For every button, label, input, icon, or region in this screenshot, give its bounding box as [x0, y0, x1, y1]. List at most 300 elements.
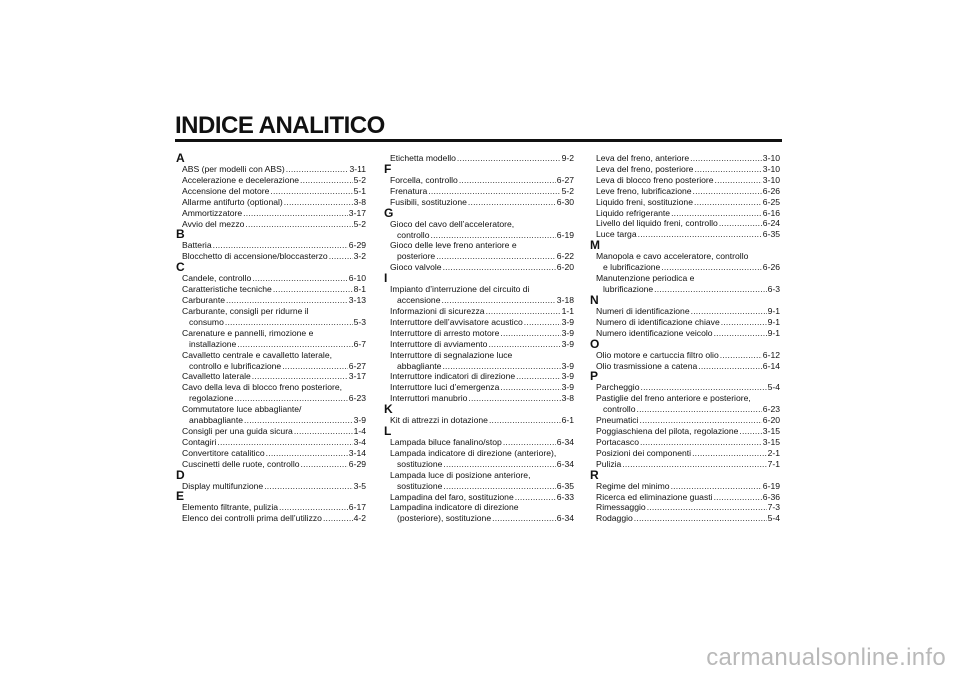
dot-leader	[430, 230, 555, 241]
index-entry	[384, 153, 574, 164]
dot-leader	[719, 218, 762, 229]
entry-text: Interruttore dell’avvisatore acustico	[390, 316, 523, 327]
entry-text: sostituzione	[397, 458, 443, 469]
index-entry	[590, 426, 780, 437]
dot-leader	[323, 513, 353, 524]
entry-text: abbagliante	[397, 360, 442, 371]
index-entry	[590, 492, 780, 503]
page-number: 6-20	[762, 415, 780, 426]
index-entry	[590, 361, 780, 372]
page-number: 8-1	[353, 284, 366, 295]
index-entry	[176, 186, 366, 197]
entry-text: Liquido refrigerante	[596, 207, 671, 218]
dot-leader	[245, 219, 352, 230]
index-entry	[384, 470, 574, 492]
dot-leader	[252, 371, 348, 382]
page-number: 5-2	[353, 174, 366, 185]
dot-leader	[714, 328, 767, 339]
dot-leader	[500, 328, 560, 339]
page-number: 6-35	[762, 229, 780, 240]
entry-text: Lampadina del faro, sostituzione	[390, 491, 514, 502]
index-entry	[384, 284, 574, 306]
page-number: 6-36	[762, 491, 780, 502]
page-number: 6-34	[556, 437, 574, 448]
dot-leader	[693, 186, 762, 197]
page-number: 3-9	[561, 382, 574, 393]
index-entry	[590, 229, 780, 240]
section-letter: B	[176, 227, 185, 242]
section-letter: A	[176, 151, 185, 165]
entry-text: Convertitore catalitico	[182, 447, 265, 458]
entry-text: Avvio del mezzo	[182, 218, 245, 229]
index-entry	[590, 251, 780, 273]
index-column-1	[176, 153, 366, 524]
entry-text: Poggiaschiena del pilota, regolazione	[596, 426, 739, 437]
index-entry	[176, 502, 366, 513]
dot-leader	[459, 175, 556, 186]
section-letter: C	[176, 260, 185, 275]
page-number: 7-1	[767, 458, 780, 469]
dot-leader	[300, 175, 353, 186]
entry-text: consumo	[189, 316, 224, 327]
entry-text: Cuscinetti delle ruote, controllo	[182, 458, 300, 469]
index-entry	[384, 306, 574, 317]
page-number: 6-23	[348, 393, 366, 404]
index-entry	[384, 328, 574, 339]
entry-text: Leva del freno, posteriore	[596, 163, 694, 174]
entry-text: Gioco valvole	[390, 262, 442, 273]
dot-leader	[715, 175, 762, 186]
dot-leader	[671, 481, 762, 492]
entry-text: (posteriore), sostituzione	[397, 513, 492, 524]
section-letter: M	[590, 238, 600, 253]
entry-text: controllo	[397, 229, 430, 240]
index-entry	[590, 448, 780, 459]
section-letter: G	[384, 205, 394, 220]
entry-text: e lubrificazione	[603, 262, 661, 273]
entry-text: Carburante	[182, 295, 225, 306]
entry-text: Consigli per una guida sicura	[182, 425, 293, 436]
entry-text: Pneumatici	[596, 415, 639, 426]
page-number: 4-2	[353, 513, 366, 524]
index-entry	[590, 513, 780, 524]
index-entry	[590, 197, 780, 208]
entry-text: Accensione del motore	[182, 185, 270, 196]
index-entry	[384, 175, 574, 186]
page-number: 6-29	[348, 458, 366, 469]
entry-text: Contagiri	[182, 436, 217, 447]
dot-leader	[225, 317, 353, 328]
entry-text: Parcheggio	[596, 382, 640, 393]
entry-text: Liquido freni, sostituzione	[596, 196, 693, 207]
entry-text: regolazione	[189, 393, 234, 404]
entry-text: Cavo della leva di blocco freno posteriore,	[182, 382, 343, 393]
dot-leader	[468, 393, 560, 404]
dot-leader	[329, 251, 353, 262]
index-entry	[590, 350, 780, 361]
dot-leader	[441, 295, 555, 306]
page-number: 2-1	[767, 447, 780, 458]
section-letter: L	[384, 424, 392, 439]
entry-text: Interruttore di avviamento	[390, 338, 488, 349]
index-entry	[176, 240, 366, 251]
page-number: 3-18	[556, 295, 574, 306]
dot-leader	[428, 186, 560, 197]
index-entry	[590, 437, 780, 448]
entry-text: Impianto d’interruzione del circuito di	[390, 284, 530, 295]
dot-leader	[436, 251, 556, 262]
entry-text: Caratteristiche tecniche	[182, 284, 272, 295]
entry-text: Allarme antifurto (optional)	[182, 196, 283, 207]
page-number: 6-30	[556, 196, 574, 207]
page-number: 3-10	[762, 174, 780, 185]
page-number: 3-9	[561, 327, 574, 338]
dot-leader	[442, 361, 560, 372]
index-entry	[590, 502, 780, 513]
entry-text: Lampada indicatore di direzione (anteriore),	[390, 447, 557, 458]
page-number: 5-4	[767, 513, 780, 524]
page-number: 3-9	[561, 316, 574, 327]
index-entry	[590, 175, 780, 186]
index-entry	[590, 393, 780, 415]
entry-text: Regime del minimo	[596, 480, 670, 491]
dot-leader	[226, 295, 348, 306]
dot-leader	[640, 415, 762, 426]
entry-text: Interruttore luci d’emergenza	[390, 382, 500, 393]
page-number: 6-17	[348, 502, 366, 513]
page-number: 3-10	[762, 153, 780, 163]
page-number: 6-25	[762, 196, 780, 207]
page-number: 3-13	[348, 295, 366, 306]
page-number: 5-2	[353, 218, 366, 229]
dot-leader	[739, 426, 761, 437]
index-entry	[176, 404, 366, 426]
page-number: 7-3	[767, 502, 780, 513]
dot-leader	[694, 197, 762, 208]
entry-text: controllo e lubrificazione	[189, 360, 282, 371]
entry-text: Accelerazione e decelerazione	[182, 174, 300, 185]
page-number: 6-29	[348, 240, 366, 251]
dot-leader	[694, 164, 761, 175]
entry-text: Leva di blocco freno posteriore	[596, 174, 714, 185]
index-entry	[384, 240, 574, 262]
entry-text: Interruttore indicatori di direzione	[390, 371, 516, 382]
page-number: 3-5	[353, 480, 366, 491]
entry-text: Leva del freno, anteriore	[596, 153, 690, 163]
entry-text: Luce targa	[596, 229, 637, 240]
page-number: 3-17	[348, 207, 366, 218]
index-entry	[384, 262, 574, 273]
entry-text: ABS (per modelli con ABS)	[182, 164, 285, 174]
entry-text: Fusibili, sostituzione	[390, 196, 467, 207]
entry-text: Frenatura	[390, 185, 428, 196]
dot-leader	[457, 153, 561, 164]
index-entry	[176, 437, 366, 448]
entry-text: Rimessaggio	[596, 502, 646, 513]
entry-text: posteriore	[397, 251, 436, 262]
dot-leader	[698, 361, 762, 372]
entry-text: Olio trasmissione a catena	[596, 360, 698, 371]
index-entry	[176, 208, 366, 219]
index-entry	[384, 339, 574, 350]
index-entry	[590, 382, 780, 393]
dot-leader	[690, 153, 762, 164]
entry-text: Carburante, consigli per ridurne il	[182, 305, 309, 316]
page-number: 6-19	[762, 480, 780, 491]
index-entry	[176, 371, 366, 382]
index-entry	[590, 317, 780, 328]
entry-text: Pulizia	[596, 458, 622, 469]
dot-leader	[443, 262, 556, 273]
page-number: 6-26	[762, 262, 780, 273]
dot-leader	[243, 208, 348, 219]
dot-leader	[515, 492, 556, 503]
index-entry	[590, 306, 780, 317]
index-entry	[176, 513, 366, 524]
index-entry	[176, 295, 366, 306]
page-number: 6-3	[767, 283, 780, 294]
dot-leader	[492, 513, 556, 524]
page-number: 6-19	[556, 229, 574, 240]
index-entry	[590, 481, 780, 492]
index-entry	[176, 350, 366, 372]
dot-leader	[486, 306, 561, 317]
entry-text: Kit di attrezzi in dotazione	[390, 415, 488, 426]
page-number: 6-14	[762, 360, 780, 371]
dot-leader	[443, 481, 555, 492]
index-entry	[176, 164, 366, 175]
dot-leader	[443, 459, 555, 470]
dot-leader	[661, 262, 761, 273]
entry-text: Numero di identificazione chiave	[596, 316, 720, 327]
page-number: 6-10	[348, 273, 366, 284]
entry-text: Lampadina indicatore di direzione	[390, 502, 519, 513]
page-number: 5-3	[353, 316, 366, 327]
dot-leader	[294, 426, 353, 437]
index-entry	[384, 382, 574, 393]
index-entry	[590, 415, 780, 426]
dot-leader	[488, 339, 560, 350]
entry-text: Gioco del cavo dell’acceleratore,	[390, 218, 515, 229]
page-number: 6-22	[556, 251, 574, 262]
entry-text: sostituzione	[397, 480, 443, 491]
dot-leader	[213, 240, 348, 251]
page-number: 3-17	[348, 371, 366, 382]
dot-leader	[279, 502, 348, 513]
page-number: 6-12	[762, 349, 780, 360]
entry-text: accensione	[397, 295, 441, 306]
dot-leader	[720, 350, 762, 361]
dot-leader	[273, 284, 353, 295]
dot-leader	[489, 415, 561, 426]
page-number: 3-8	[561, 393, 574, 404]
page-number: 6-23	[762, 404, 780, 415]
page-number: 3-9	[353, 415, 366, 426]
dot-leader	[640, 382, 766, 393]
dot-leader	[264, 481, 352, 492]
dot-leader	[301, 459, 348, 470]
entry-text: Manutenzione periodica e	[596, 273, 695, 284]
entry-text: Interruttore di segnalazione luce	[390, 349, 513, 360]
page-number: 9-1	[767, 327, 780, 338]
index-entry	[176, 219, 366, 230]
entry-text: Etichetta modello	[390, 153, 456, 163]
page-number: 9-2	[561, 153, 574, 163]
page-number: 3-9	[561, 360, 574, 371]
dot-leader	[721, 317, 767, 328]
section-letter: K	[384, 402, 393, 417]
entry-text: installazione	[189, 338, 237, 349]
entry-text: Display multifunzione	[182, 480, 264, 491]
index-entry	[384, 415, 574, 426]
dot-leader	[237, 339, 352, 350]
page-number: 5-1	[353, 185, 366, 196]
page-number: 6-34	[556, 458, 574, 469]
entry-text: Ricerca ed eliminazione guasti	[596, 491, 713, 502]
page-number: 1-1	[561, 305, 574, 316]
page-number: 6-34	[556, 513, 574, 524]
page-number: 5-2	[561, 185, 574, 196]
section-letter: P	[590, 369, 599, 384]
index-entry	[176, 481, 366, 492]
entry-text: controllo	[603, 404, 636, 415]
dot-leader	[634, 513, 767, 524]
index-entry	[590, 273, 780, 295]
index-entry	[590, 218, 780, 229]
watermark: carmanualsonline.info	[706, 644, 946, 671]
section-letter: O	[590, 336, 600, 351]
index-entry	[176, 306, 366, 328]
index-entry	[590, 459, 780, 470]
entry-text: Interruttori manubrio	[390, 393, 468, 404]
index-entry	[384, 437, 574, 448]
index-entry	[384, 492, 574, 503]
dot-leader	[647, 502, 767, 513]
index-entry	[176, 284, 366, 295]
dot-leader	[234, 393, 347, 404]
page-number: 3-14	[348, 447, 366, 458]
dot-leader	[714, 492, 762, 503]
entry-text: Commutatore luce abbagliante/	[182, 404, 302, 415]
dot-leader	[524, 317, 561, 328]
section-letter: E	[176, 489, 185, 504]
dot-leader	[286, 164, 349, 175]
index-column-2	[384, 153, 574, 524]
entry-text: Ammortizzatore	[182, 207, 243, 218]
entry-text: Lampada biluce fanalino/stop	[390, 437, 502, 448]
dot-leader	[636, 404, 761, 415]
index-entry	[176, 426, 366, 437]
page-number: 9-1	[767, 305, 780, 316]
entry-text: Leve freno, lubrificazione	[596, 185, 692, 196]
index-entry	[176, 328, 366, 350]
entry-text: Cavalletto laterale	[182, 371, 251, 382]
dot-leader	[270, 186, 352, 197]
entry-text: Rodaggio	[596, 513, 633, 524]
page-number: 5-4	[767, 382, 780, 393]
dot-leader	[671, 208, 762, 219]
dot-leader	[284, 197, 353, 208]
index-entry	[384, 317, 574, 328]
index-entry	[384, 448, 574, 470]
page-number: 3-8	[353, 196, 366, 207]
page-number: 3-9	[561, 338, 574, 349]
page-number: 6-26	[762, 185, 780, 196]
page-number: 6-7	[353, 338, 366, 349]
page-number: 3-4	[353, 436, 366, 447]
index-entry	[590, 208, 780, 219]
page-number: 6-20	[556, 262, 574, 273]
entry-text: Candele, controllo	[182, 273, 252, 284]
entry-text: Batteria	[182, 240, 212, 251]
page-number: 6-35	[556, 480, 574, 491]
section-letter: R	[590, 467, 599, 482]
index-entry	[176, 175, 366, 186]
title-rule	[175, 139, 782, 142]
dot-leader	[692, 448, 767, 459]
entry-text: Posizioni dei componenti	[596, 447, 692, 458]
dot-leader	[217, 437, 352, 448]
page-number: 1-4	[353, 425, 366, 436]
entry-text: Manopola e cavo acceleratore, controllo	[596, 251, 749, 262]
index-entry	[176, 448, 366, 459]
index-entry	[176, 382, 366, 404]
index-entry	[384, 393, 574, 404]
page-number: 3-2	[353, 251, 366, 262]
entry-text: Numeri di identificazione	[596, 305, 690, 316]
page-number: 3-15	[762, 426, 780, 437]
entry-text: Informazioni di sicurezza	[390, 305, 485, 316]
section-letter: I	[384, 271, 388, 286]
dot-leader	[468, 197, 556, 208]
index-entry	[176, 197, 366, 208]
entry-text: Olio motore e cartuccia filtro olio	[596, 349, 719, 360]
section-letter: F	[384, 161, 392, 176]
index-entry	[176, 251, 366, 262]
page-number: 9-1	[767, 316, 780, 327]
index-entry	[384, 219, 574, 241]
entry-text: Forcella, controllo	[390, 174, 458, 185]
index-entry	[176, 273, 366, 284]
entry-text: Numero identificazione veicolo	[596, 327, 713, 338]
index-entry	[384, 371, 574, 382]
entry-text: Cavalletto centrale e cavalletto laterale,	[182, 349, 332, 360]
index-entry	[384, 186, 574, 197]
index-entry	[590, 186, 780, 197]
dot-leader	[654, 284, 766, 295]
page-number: 3-9	[561, 371, 574, 382]
dot-leader	[244, 415, 353, 426]
page-number: 6-33	[556, 491, 574, 502]
entry-text: Carenature e pannelli, rimozione e	[182, 327, 314, 338]
page-number: 3-15	[762, 436, 780, 447]
entry-text: Interruttore di arresto motore	[390, 327, 500, 338]
index-entry	[384, 197, 574, 208]
entry-text: anabbagliante	[189, 415, 244, 426]
page-number: 6-27	[348, 360, 366, 371]
dot-leader	[516, 371, 560, 382]
index-entry	[176, 459, 366, 470]
dot-leader	[503, 437, 556, 448]
dot-leader	[252, 273, 348, 284]
entry-text: Lampada luce di posizione anteriore,	[390, 469, 531, 480]
page-number: 6-1	[561, 415, 574, 426]
index-entry	[384, 350, 574, 372]
index-entry	[590, 164, 780, 175]
page-number: 6-27	[556, 174, 574, 185]
dot-leader	[266, 448, 348, 459]
entry-text: Portacasco	[596, 436, 639, 447]
